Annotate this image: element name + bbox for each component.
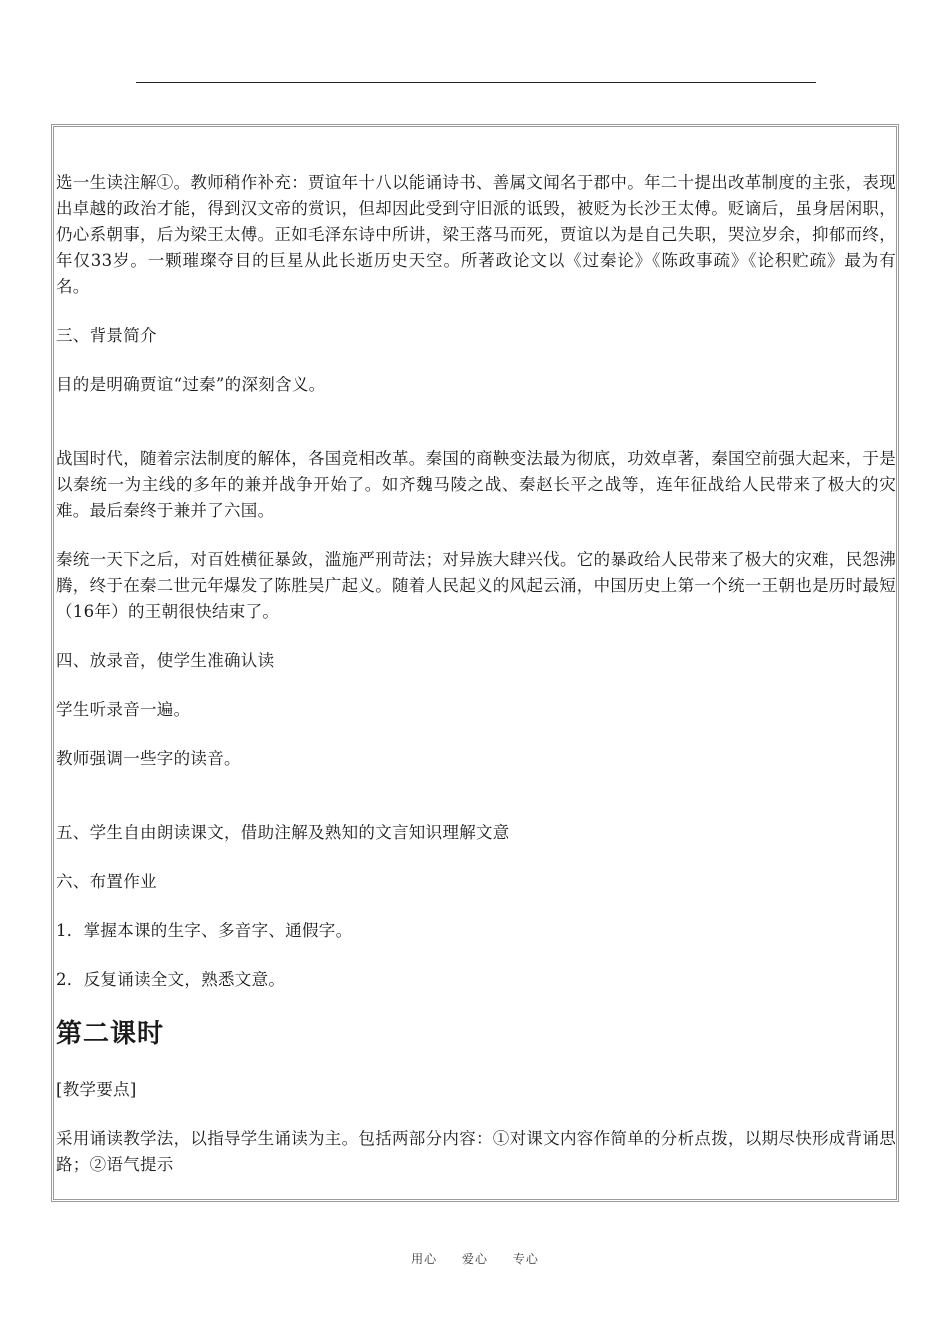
paragraph-qin-tyranny: 秦统一天下之后，对百姓横征暴敛，滥施严刑苛法；对异族大肆兴伐。它的暴政给人民带来了极大的灾难，民怨沸腾，终于在秦二世元年爆发了陈胜吴广起义。随着人民起义的风起云涌，中国历史上第一个统一王朝也是历时最短（16年）的王朝很快结束了。 xyxy=(56,550,896,621)
lesson-heading: 第二课时 xyxy=(56,1019,165,1049)
paragraph-teaching-method: 采用诵读教学法，以指导学生诵读为主。包括两部分内容：①对课文内容作简单的分析点拨，以期尽快形成背诵思路；②语气提示 xyxy=(56,1129,896,1174)
paragraph-author-intro: 选一生读注解①。教师稍作补充：贾谊年十八以能诵诗书、善属文闻名于郡中。年二十提出改革制度的主张，表现出卓越的政治才能，得到汉文帝的赏识，但却因此受到守旧派的诋毁，被贬为长沙王太傅。贬谪后，虽身居闲职，仍心系朝事，后为梁王太傅。正如毛泽东诗中所讲，梁王落马而死，贾谊以为是自己失职，哭泣岁余，抑郁而终，年仅33岁。一颗璀璨夺目的巨星从此长逝历史天空。所著政论文以《过秦论》《陈政事疏》《论积贮疏》最为有名。 xyxy=(56,173,896,296)
section-heading-background: 三、背景简介 xyxy=(56,326,157,345)
section-heading-free-reading: 五、学生自由朗读课文，借助注解及熟知的文言知识理解文意 xyxy=(56,823,510,842)
paragraph-pronunciation: 教师强调一些字的读音。 xyxy=(56,749,241,768)
paragraph-purpose: 目的是明确贾谊“过秦”的深刻含义。 xyxy=(56,375,326,394)
page-footer xyxy=(0,1250,950,1267)
homework-item-2: 2．反复诵读全文，熟悉文意。 xyxy=(56,970,286,989)
footer-text-1: 用心 xyxy=(411,1252,438,1266)
section-heading-homework: 六、布置作业 xyxy=(56,872,157,891)
paragraph-warring-states: 战国时代，随着宗法制度的解体，各国竞相改革。秦国的商鞅变法最为彻底，功效卓著，秦国空前强大起来，于是以秦统一为主线的多年的兼并战争开始了。如齐魏马陵之战、秦赵长平之战等，连年征战给人民带来了极大的灾难。最后秦终于兼并了六国。 xyxy=(56,449,896,520)
homework-item-1: 1．掌握本课的生字、多音字、通假字。 xyxy=(56,921,353,940)
footer-text-2: 爱心 xyxy=(461,1252,488,1266)
paragraph-listen: 学生听录音一遍。 xyxy=(56,700,191,719)
section-label-key-points: [教学要点] xyxy=(56,1080,137,1099)
section-heading-recording: 四、放录音，使学生准确认读 xyxy=(56,651,275,670)
footer-text-3: 专心 xyxy=(512,1252,539,1266)
document-body xyxy=(56,170,896,1178)
header-rule xyxy=(136,82,816,83)
